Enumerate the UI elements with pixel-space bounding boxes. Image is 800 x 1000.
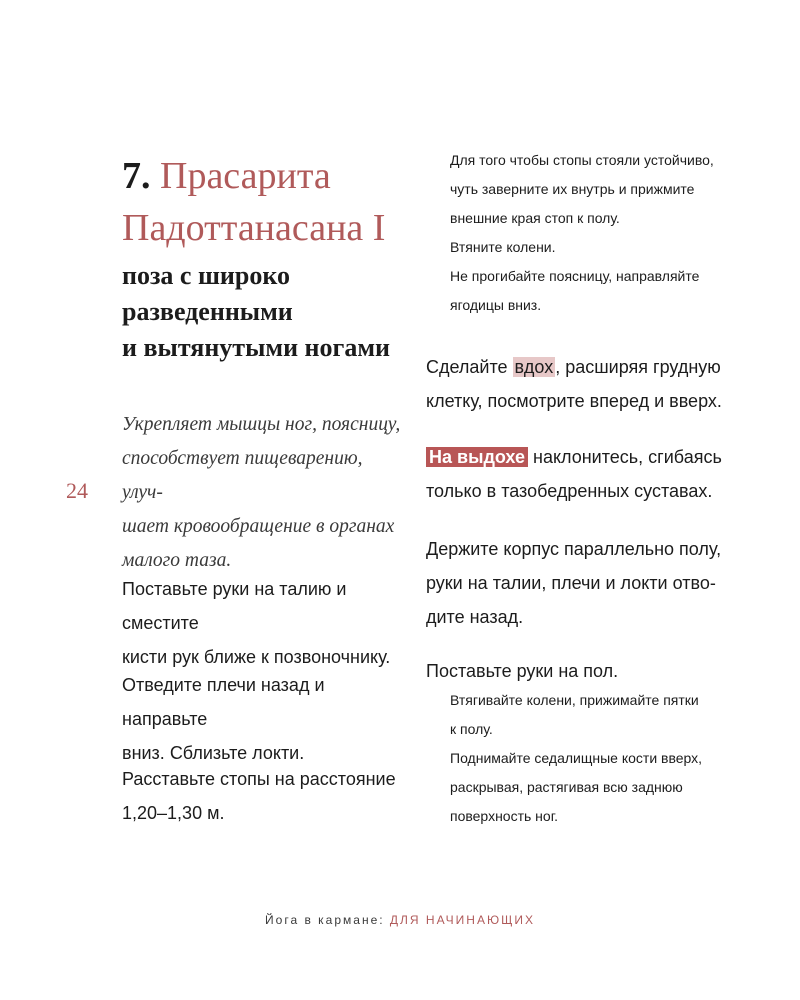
page-footer bbox=[0, 913, 800, 927]
step-line: руки на талии, плечи и локти отво- bbox=[426, 573, 716, 593]
note-line: Втяните колени. bbox=[450, 239, 556, 255]
subtitle-line: и вытянутыми ногами bbox=[122, 333, 391, 362]
benefit-line: Укрепляет мышцы ног, поясницу, bbox=[122, 414, 401, 435]
pose-number: 7. bbox=[122, 155, 151, 197]
exhale-after: наклонитесь, сгибаясь bbox=[528, 447, 722, 467]
book-series: ДЛЯ НАЧИНАЮЩИХ bbox=[389, 913, 535, 927]
step-line bbox=[426, 350, 726, 384]
step-feet-apart bbox=[122, 762, 412, 830]
inhale-before: Сделайте bbox=[426, 357, 513, 377]
benefit-text bbox=[122, 408, 407, 578]
step-inhale bbox=[426, 350, 726, 418]
step-line: Отведите плечи назад и направьте bbox=[122, 675, 325, 729]
exhale-highlight: На выдохе bbox=[426, 447, 528, 467]
note-line: Не прогибайте поясницу, направляйте bbox=[450, 268, 700, 284]
step-line: Держите корпус параллельно полу, bbox=[426, 539, 722, 559]
title-line-2: Падоттанасана I bbox=[122, 207, 386, 249]
step-hands-on-floor: Поставьте руки на пол. bbox=[426, 661, 619, 681]
step-line: 1,20–1,30 м. bbox=[122, 803, 225, 823]
step-line: дите назад. bbox=[426, 607, 524, 627]
note-line: поверхность ног. bbox=[450, 808, 558, 824]
step-exhale bbox=[426, 440, 726, 508]
benefit-line: малого таза. bbox=[122, 550, 232, 571]
page-title bbox=[122, 150, 402, 254]
note-line: раскрывая, растягивая всю заднюю bbox=[450, 779, 683, 795]
step-line bbox=[426, 440, 726, 474]
note-line: к полу. bbox=[450, 721, 493, 737]
inhale-after: , расширяя грудную bbox=[555, 357, 721, 377]
floor-step-notes bbox=[450, 686, 720, 831]
note-line: Втягивайте колени, прижимайте пятки bbox=[450, 692, 699, 708]
inhale-highlight: вдох bbox=[514, 357, 554, 377]
feet-stability-notes bbox=[450, 146, 720, 320]
title-line-1 bbox=[122, 150, 402, 202]
step-hands-on-waist bbox=[122, 572, 412, 674]
note-line: Поднимайте седалищные кости вверх, bbox=[450, 750, 703, 766]
step-line: Поставьте руки на талию и сместите bbox=[122, 579, 347, 633]
book-title: Йога в кармане: bbox=[265, 913, 390, 927]
pose-subtitle bbox=[122, 258, 402, 366]
page-number: 24 bbox=[66, 478, 88, 503]
step-line: Расставьте стопы на расстояние bbox=[122, 769, 396, 789]
benefit-line: шает кровообращение в органах bbox=[122, 516, 395, 537]
step-shoulders-back bbox=[122, 668, 412, 770]
step-line: кисти рук ближе к позвоночнику. bbox=[122, 647, 391, 667]
note-line: внешние края стоп к полу. bbox=[450, 210, 620, 226]
benefit-line: способствует пищеварению, улуч- bbox=[122, 448, 363, 503]
step-torso-parallel bbox=[426, 532, 726, 634]
title-text-1: Прасарита bbox=[160, 155, 331, 197]
subtitle-line: поза с широко bbox=[122, 261, 290, 290]
subtitle-line: разведенными bbox=[122, 297, 293, 326]
note-line: чуть заверните их внутрь и прижмите bbox=[450, 181, 695, 197]
step-line: клетку, посмотрите вперед и вверх. bbox=[426, 391, 722, 411]
step-line: вниз. Сблизьте локти. bbox=[122, 743, 305, 763]
step-line: только в тазобедренных суставах. bbox=[426, 481, 713, 501]
note-line: Для того чтобы стопы стояли устойчиво, bbox=[450, 152, 714, 168]
note-line: ягодицы вниз. bbox=[450, 297, 542, 313]
